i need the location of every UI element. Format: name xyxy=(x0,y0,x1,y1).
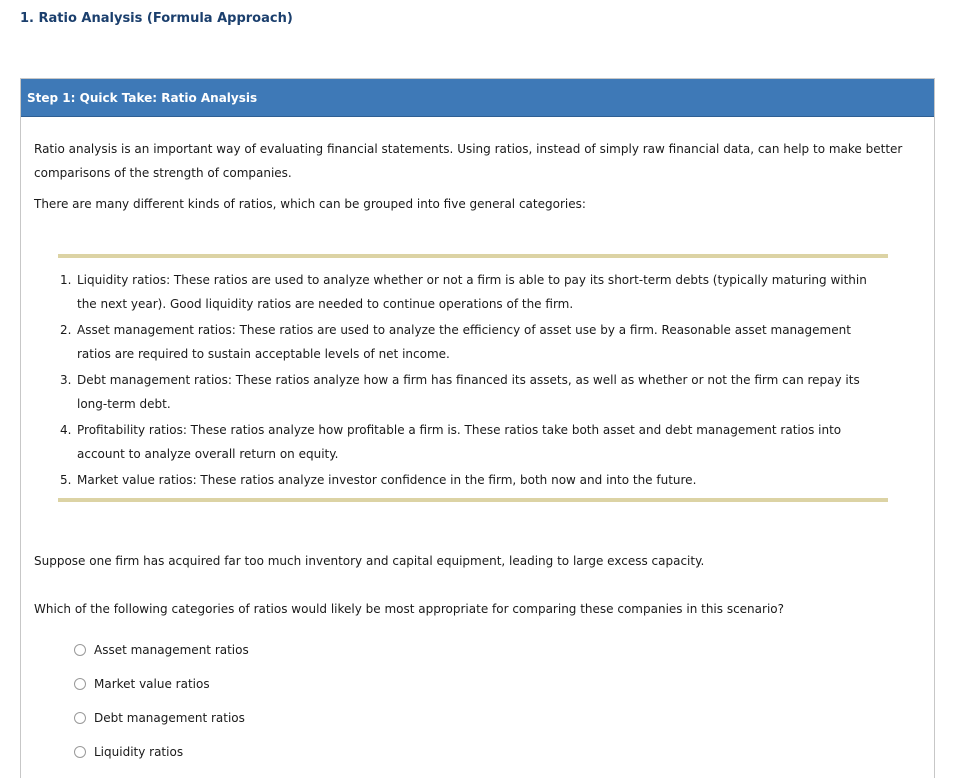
categories-intro: There are many different kinds of ratios, which can be grouped into five general categories: xyxy=(34,197,586,211)
category-item xyxy=(58,318,888,366)
radio-button[interactable] xyxy=(74,644,86,656)
step-body xyxy=(21,117,934,759)
answer-option[interactable] xyxy=(74,745,249,779)
radio-button[interactable] xyxy=(74,678,86,690)
category-number: 4. xyxy=(60,423,72,437)
category-text: Market value ratios: These ratios analyze investor confidence in the firm, both now and into the future. xyxy=(77,473,697,487)
scenario-text: Suppose one firm has acquired far too much inventory and capital equipment, leading to large excess capacity. xyxy=(34,554,705,568)
categories-list xyxy=(58,268,888,494)
category-item xyxy=(58,418,888,466)
category-number: 5. xyxy=(60,473,72,487)
category-number: 1. xyxy=(60,273,72,287)
question-prompt: Which of the following categories of ratios would likely be most appropriate for comparing these companies in this scenario? xyxy=(34,602,784,616)
answer-options xyxy=(74,643,249,779)
category-number: 2. xyxy=(60,323,72,337)
radio-button[interactable] xyxy=(74,712,86,724)
step-header: Step 1: Quick Take: Ratio Analysis xyxy=(21,79,934,117)
intro-paragraph: Ratio analysis is an important way of evaluating financial statements. Using ratios, instead of simply raw financial data, can help to make better comparisons of the strength of companies. xyxy=(34,142,903,180)
category-item xyxy=(58,468,888,492)
category-text: Debt management ratios: These ratios analyze how a firm has financed its assets, as well as whether or not the firm can repay its long-term debt. xyxy=(77,373,860,411)
answer-option[interactable] xyxy=(74,643,249,677)
answer-option-label[interactable]: Market value ratios xyxy=(94,677,210,691)
category-text: Asset management ratios: These ratios are used to analyze the efficiency of asset use by a firm. Reasonable asset management ratios are required to sustain acceptable levels of net income. xyxy=(77,323,851,361)
category-item xyxy=(58,368,888,416)
question-title: 1. Ratio Analysis (Formula Approach) xyxy=(20,11,293,26)
category-text: Liquidity ratios: These ratios are used to analyze whether or not a firm is able to pay its short-term debts (typically maturing within the next year). Good liquidity ratios are needed to continue operations of the firm. xyxy=(77,273,867,311)
answer-option-label[interactable]: Asset management ratios xyxy=(94,643,249,657)
radio-button[interactable] xyxy=(74,746,86,758)
categories-box xyxy=(58,254,888,502)
answer-option-label[interactable]: Debt management ratios xyxy=(94,711,245,725)
answer-option-label[interactable]: Liquidity ratios xyxy=(94,745,184,759)
category-text: Profitability ratios: These ratios analyze how profitable a firm is. These ratios take both asset and debt management ratios into account to analyze overall return on equity. xyxy=(77,423,842,461)
answer-option[interactable] xyxy=(74,677,249,711)
answer-option[interactable] xyxy=(74,711,249,745)
category-number: 3. xyxy=(60,373,72,387)
category-item xyxy=(58,268,888,316)
step-panel xyxy=(20,78,935,778)
